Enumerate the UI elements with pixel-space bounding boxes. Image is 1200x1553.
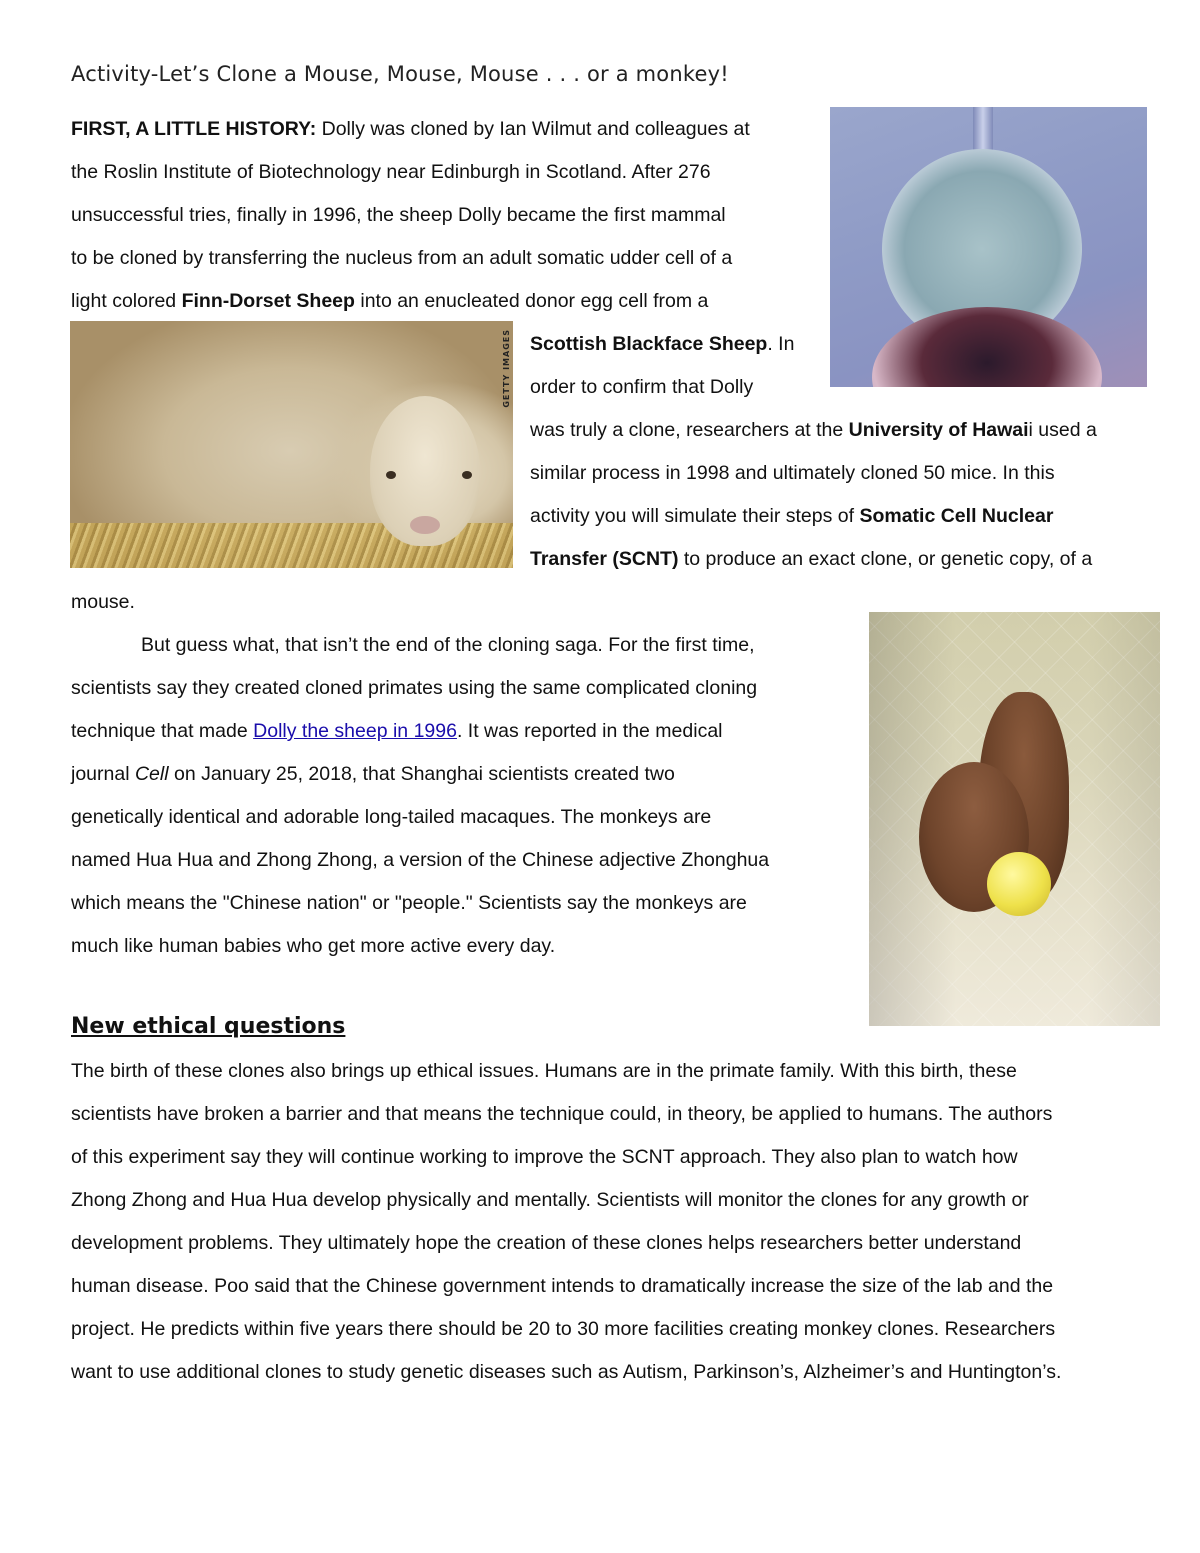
saga-line-8: much like human babies who get more active every day. — [71, 935, 556, 957]
intro-line-4: to be cloned by transferring the nucleus from an adult somatic udder cell of a — [71, 247, 733, 269]
sheep-nose — [410, 516, 440, 534]
intro-line-1: FIRST, A LITTLE HISTORY: Dolly was cloned by Ian Wilmut and colleagues at — [71, 118, 750, 140]
saga-line-1: But guess what, that isn’t the end of the cloning saga. For the first time, — [141, 634, 755, 656]
ethics-line-4: Zhong Zhong and Hua Hua develop physically and mentally. Scientists will monitor the clones for any growth or — [71, 1189, 1029, 1211]
saga-line-5: genetically identical and adorable long-tailed macaques. The monkeys are — [71, 806, 712, 828]
ethics-line-6: human disease. Poo said that the Chinese government intends to dramatically increase the size of the lab and the — [71, 1275, 1054, 1297]
saga-line-6: named Hua Hua and Zhong Zhong, a version of the Chinese adjective Zhonghua — [71, 849, 770, 871]
ethics-line-8: want to use additional clones to study genetic diseases such as Autism, Parkinson’s, Alzheimer’s and Huntington’s. — [71, 1361, 1062, 1383]
intro-line-8: was truly a clone, researchers at the University of Hawaii used a — [530, 419, 1097, 441]
ethics-line-2: scientists have broken a barrier and that means the technique could, in theory, be applied to humans. The authors — [71, 1103, 1053, 1125]
ethics-line-1: The birth of these clones also brings up ethical issues. Humans are in the primate family. With this birth, these — [71, 1060, 1017, 1082]
intro-line-12: mouse. — [71, 591, 135, 613]
ethics-line-3: of this experiment say they will continue working to improve the SCNT approach. They also plan to watch how — [71, 1146, 1018, 1168]
page-title: Activity-Let’s Clone a Mouse, Mouse, Mouse . . . or a monkey! — [71, 62, 729, 86]
intro-line-11: Transfer (SCNT) to produce an exact clone, or genetic copy, of a — [530, 548, 1093, 570]
intro-line-9: similar process in 1998 and ultimately cloned 50 mice. In this — [530, 462, 1055, 484]
yellow-ball — [987, 852, 1051, 916]
nuclear-transfer-micrograph — [830, 107, 1147, 387]
photo-credit: GETTY IMAGES — [502, 329, 511, 408]
saga-line-7: which means the "Chinese nation" or "people." Scientists say the monkeys are — [71, 892, 747, 914]
intro-line-6: Scottish Blackface Sheep. In — [530, 333, 795, 355]
intro-line-10: activity you will simulate their steps of Somatic Cell Nuclear — [530, 505, 1054, 527]
ethics-line-7: project. He predicts within five years there should be 20 to 30 more facilities creating monkey clones. Researchers — [71, 1318, 1056, 1340]
ethics-heading: New ethical questions — [71, 1014, 346, 1039]
intro-line-3: unsuccessful tries, finally in 1996, the sheep Dolly became the first mammal — [71, 204, 726, 226]
dolly-link[interactable]: Dolly the sheep in 1996 — [253, 720, 457, 742]
ethics-line-5: development problems. They ultimately hope the creation of these clones helps researchers better understand — [71, 1232, 1022, 1254]
dolly-sheep-photo — [70, 321, 513, 568]
saga-line-3: technique that made Dolly the sheep in 1996. It was reported in the medical — [71, 720, 723, 742]
holding-pipette — [872, 307, 1102, 387]
saga-line-2: scientists say they created cloned primates using the same complicated cloning — [71, 677, 758, 699]
sheep-eye — [386, 471, 396, 479]
intro-line-2: the Roslin Institute of Biotechnology near Edinburgh in Scotland. After 276 — [71, 161, 711, 183]
intro-line-7: order to confirm that Dolly — [530, 376, 754, 398]
saga-line-4: journal Cell on January 25, 2018, that Shanghai scientists created two — [71, 763, 675, 785]
intro-line-5: light colored Finn-Dorset Sheep into an enucleated donor egg cell from a — [71, 290, 709, 312]
sheep-eye — [462, 471, 472, 479]
cloned-macaques-photo — [869, 612, 1160, 1026]
